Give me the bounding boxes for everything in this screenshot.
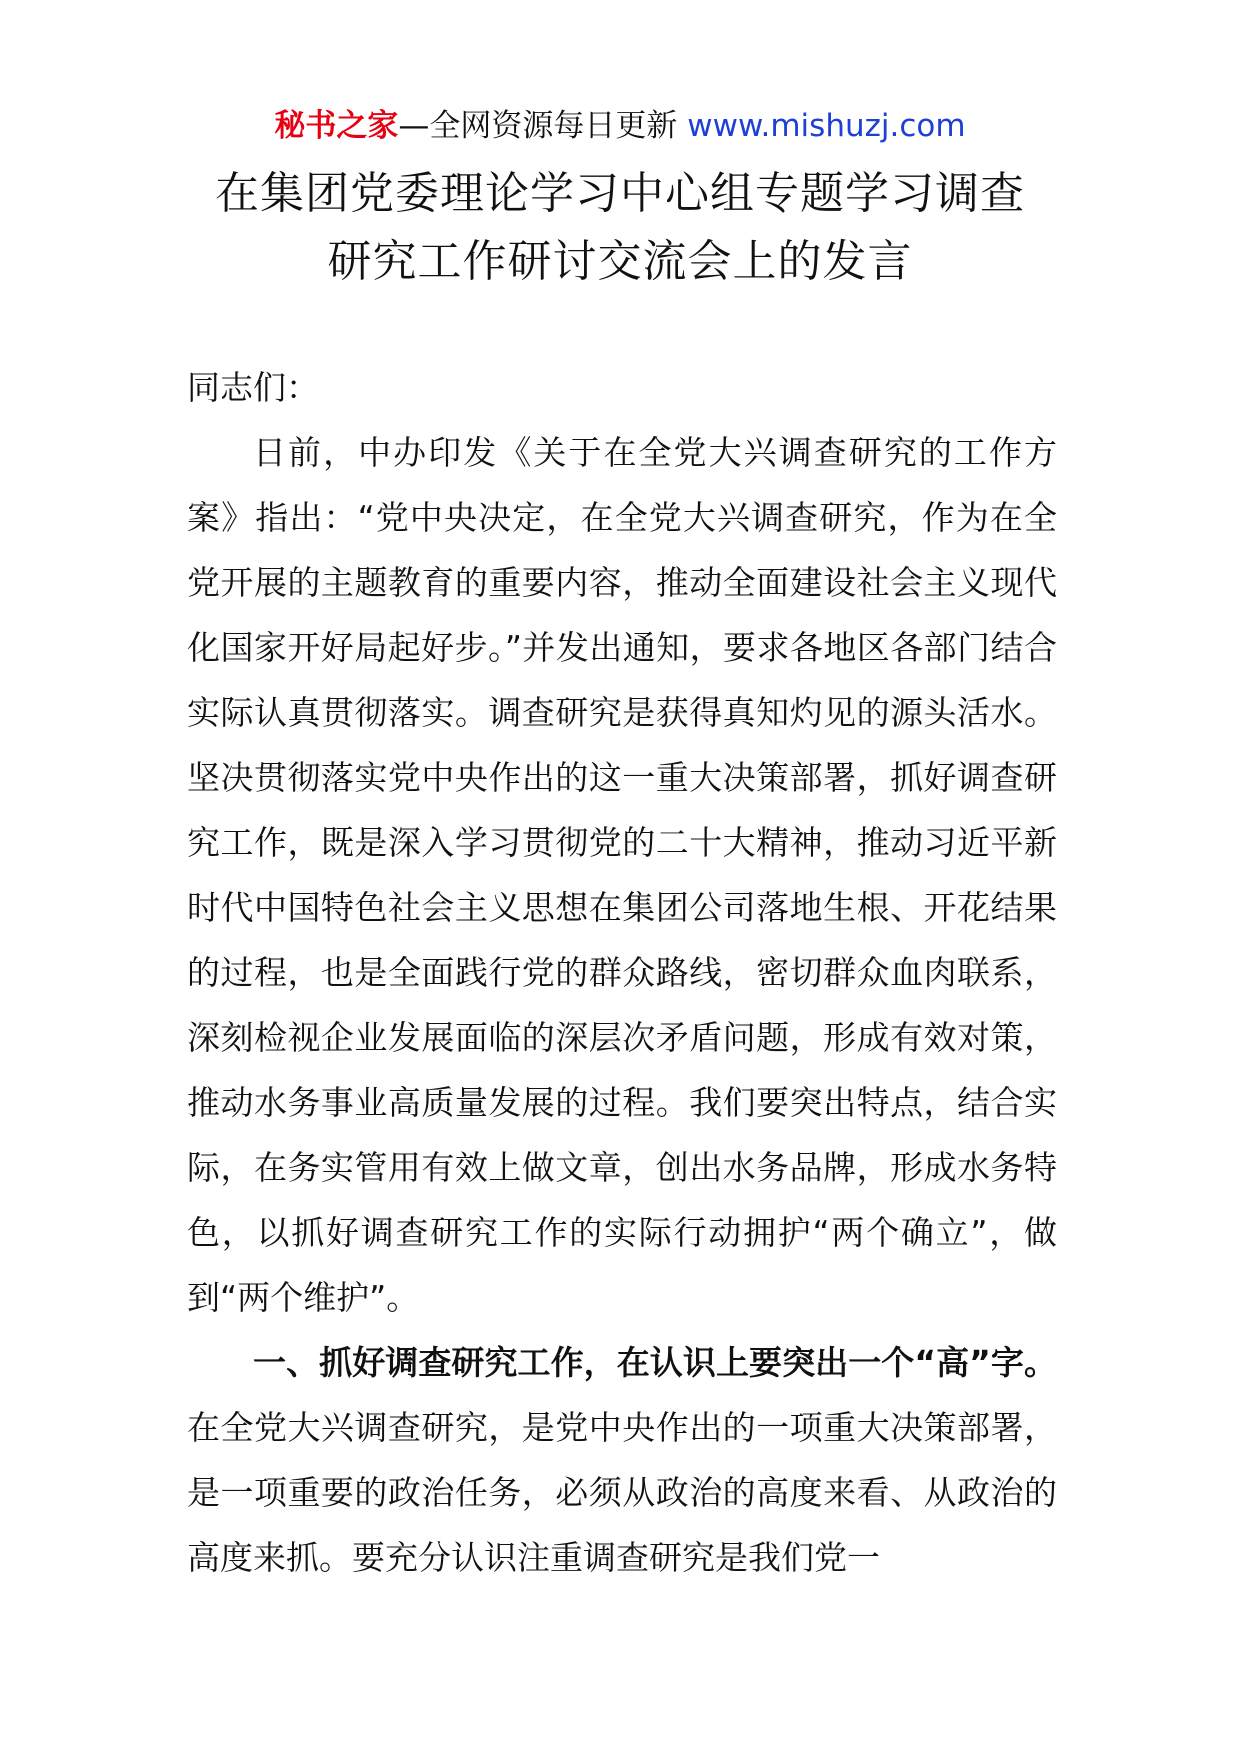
paragraph-2	[187, 1330, 1057, 1590]
document-title	[170, 160, 1070, 296]
paragraph-1: 日前，中办印发《关于在全党大兴调查研究的工作方案》指出：“党中央决定，在全党大兴调查研究，作为在全党开展的主题教育的重要内容，推动全面建设社会主义现代化国家开好局起好步。”并发出通知，要求各地区各部门结合实际认真贯彻落实。调查研究是获得真知灼见的源头活水。坚决贯彻落实党中央作出的这一重大决策部署，抓好调查研究工作，既是深入学习贯彻党的二十大精神，推动习近平新时代中国特色社会主义思想在集团公司落地生根、开花结果的过程，也是全面践行党的群众路线，密切群众血肉联系，深刻检视企业发展面临的深层次矛盾问题，形成有效对策，推动水务事业高质量发展的过程。我们要突出特点，结合实际，在务实管用有效上做文章，创出水务品牌，形成水务特色，以抓好调查研究工作的实际行动拥护“两个确立”，做到“两个维护”。	[187, 433, 1057, 1317]
document-body	[187, 355, 1057, 1590]
site-tagline: —全网资源每日更新	[398, 108, 688, 144]
document-title-line-1: 在集团党委理论学习中心组专题学习调查	[215, 168, 1025, 219]
site-brand: 秘书之家	[274, 108, 399, 144]
section-heading-1: 一、抓好调查研究工作，在认识上要突出一个“高”字。	[253, 1343, 1057, 1382]
document-title-line-2: 研究工作研讨交流会上的发言	[327, 236, 913, 287]
site-banner	[0, 104, 1240, 148]
site-url-link[interactable]: www.mishuzj.com	[687, 108, 966, 144]
paragraph-2-text: 在全党大兴调查研究，是党中央作出的一项重大决策部署，是一项重要的政治任务，必须从政治的高度来看、从政治的高度来抓。要充分认识注重调查研究是我们党一	[187, 1408, 1057, 1577]
salutation: 同志们：	[187, 368, 319, 407]
